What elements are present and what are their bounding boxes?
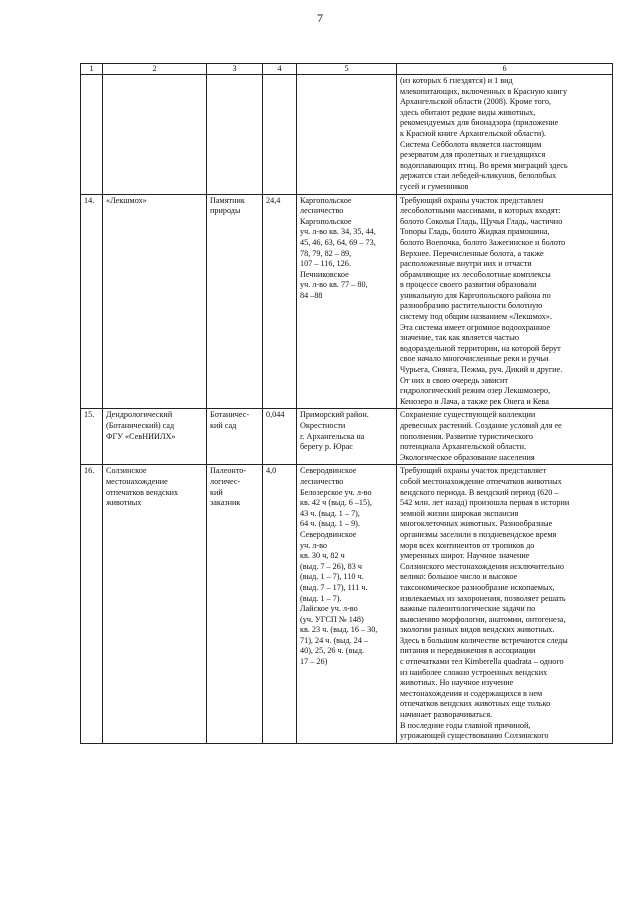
text-line: к Красной книге Архангельской области). [400,128,546,138]
text-line: 84 –88 [300,290,323,300]
text-line: пополнения. Развитие туристического [400,431,534,441]
object-name-cell [103,194,207,409]
text-line: с отпечатками тел Kimberella quadrata – одного [400,657,564,667]
text-line: вендского периода. В вендский период (620 – [400,487,559,497]
text-line: животных. Но научное изучение [400,678,514,688]
text-line: Здесь в большом количестве встречаются следы [400,635,568,645]
text-line: Печниковское [300,269,349,279]
text-line: уч. л-во кв. 34, 35, 44, [300,227,376,237]
text-line: Солзинского местонахождения исключительно [400,561,564,571]
text-line: Каргопольское [300,216,352,226]
row-number-cell [81,75,103,195]
text-line: Лайское уч. л-во [300,604,358,614]
text-line: обрамляющие их лесоболотные комплексы [400,269,551,279]
text-line: организмы заселили в поздневендское время [400,529,557,539]
text-line: заказник [210,498,241,508]
text-line: млекопитающих, включенных в Красную книгу [400,86,568,96]
text-line: Сохранение существующей коллекции [400,410,536,420]
text-line: Топоры Гладь, болото Жидкая прамошина, [400,227,550,237]
text-line: местонахождения и содержащихся в нем [400,688,543,698]
text-line: 542 млн. лет назад) произошла первая в истории [400,498,570,508]
row-number-cell: 16. [81,465,103,743]
text-line: (Ботанический) сад [106,421,175,430]
text-line: Верхнее. Перечисленные болота, а также [400,248,544,258]
text-line: кий [210,487,223,497]
text-line: 45, 46, 63, 64, 69 – 73, [300,237,376,247]
text-line: выяснению морфологии, анатомии, онтогенеза, [400,614,566,624]
text-line: Ботаничес- [210,410,250,420]
category-cell [207,465,263,743]
location-cell [297,75,397,195]
area-cell: 24,4 [263,194,297,409]
text-line: Система Себболота является настоящим [400,139,542,149]
header-cell: 1 [81,64,103,75]
text-line: Требующий охраны участок представлен [400,195,544,205]
text-line: систему под общим названием «Лекшмох». [400,312,552,322]
text-line: Дендрологический [106,410,173,420]
text-line: кий сад [210,421,237,430]
text-line: лесничество [300,206,344,216]
text-line: таксономическое разнообразие ископаемых, [400,582,555,592]
header-row [81,64,613,75]
page-number: 7 [317,11,323,25]
description-cell [397,409,613,465]
area-cell: 0,044 [263,409,297,465]
table-row [81,194,613,409]
text-line: свое начало многочисленные реки и ручьи [400,354,549,364]
text-line: 43 ч. (выд. 1 – 7), [300,508,360,518]
header-cell: 5 [297,64,397,75]
text-line: Палеонто- [210,466,247,476]
text-line: гидрологический режим озер Лекшмозеро, [400,386,551,396]
text-line: экологии разных видов вендских животных. [400,625,555,635]
text-line: Требующий охраны участок представляет [400,466,547,476]
object-name-cell [103,409,207,465]
text-line: (выд. 7 – 17), 111 ч. [300,582,368,592]
header-cell: 6 [397,64,613,75]
table-row [81,75,613,195]
text-line: велико: большое число и высокое [400,572,518,582]
text-line: многоклеточных животных. Разнообразные [400,519,553,529]
text-line: рекомендуемых для бионадзора (приложение [400,118,559,128]
text-line: 107 – 116, 126. [300,259,351,269]
text-line: разнообразию растительности болотную [400,301,543,311]
text-line: Солзинское [106,466,147,476]
text-line: земной жизни широкая экспансия [400,508,519,518]
description-cell [397,75,613,195]
row-number-cell: 14. [81,194,103,409]
text-line: умеренных широт. Научное значение [400,551,530,561]
text-line: кв. 30 ч, 82 ч [300,551,345,561]
location-cell [297,409,397,465]
text-line: начинает разворачиваться. [400,710,493,720]
text-line: Памятник [210,195,245,205]
text-line: Северодвинское [300,529,357,539]
description-cell [397,465,613,743]
header-cell: 4 [263,64,297,75]
text-line: Окрестности [300,421,346,430]
table-row [81,409,613,465]
text-line: В последние годы главной причиной, [400,720,531,730]
text-line: важные палеонтологические задачи по [400,604,536,614]
text-line: из наиболее сложно устроенных вендских [400,667,548,677]
text-line: моря всех континентов от тропиков до [400,540,535,550]
text-line: водоплавающих птиц. Во время миграций здесь [400,160,568,170]
text-line: местонахождение [106,476,168,486]
text-line: Эта система имеет огромное водоохранное [400,322,551,332]
text-line: (выд. 7 – 26), 83 ч [300,561,362,571]
area-cell: 4,0 [263,465,297,743]
location-cell [297,194,397,409]
table-row [81,465,613,743]
text-line: держатся стаи лебедей-кликунов, белолобых [400,171,557,181]
text-line: гусей и гуменников [400,181,469,191]
text-line: (выд. 1 – 7), 110 ч. [300,572,364,582]
category-cell [207,409,263,465]
text-line: Приморский район. [300,410,369,420]
text-line: здесь обитают редкие виды животных, [400,107,536,117]
text-line: 78, 79, 82 – 89, [300,248,352,258]
text-line: водораздельной территории, на которой берут [400,343,561,353]
description-cell [397,194,613,409]
text-line: питания и передвижения в ассоциации [400,646,536,656]
protected-areas-table [80,63,613,744]
text-line: лесничество [300,476,344,486]
text-line: в процессе своего развития образовали [400,280,537,290]
text-line: Северодвинское [300,466,357,476]
row-number-cell: 15. [81,409,103,465]
text-line: г. Архангельска на [300,431,365,441]
text-line: логичес- [210,476,241,486]
text-line: природы [210,206,241,216]
category-cell [207,75,263,195]
text-line: 40), 25, 26 ч. (выд. [300,646,365,656]
text-line: кв. 42 ч (выд. 6 –15), [300,498,372,508]
text-line: отпечатков вендских животных еще только [400,699,551,709]
text-line: значение, так как является частью [400,333,519,343]
text-line: (уч. УГСП № 148) [300,614,364,624]
header-cell: 2 [103,64,207,75]
text-line: Кенозеро и Лача, а также рек Онега и Кева [400,396,550,406]
text-line: животных [106,498,142,508]
category-cell [207,194,263,409]
text-line: лесоболотными массивами, в которых входят: [400,206,561,216]
text-line: уч. л-во кв. 77 – 80, [300,280,368,290]
text-line: болото Соколья Гладь, Щучья Гладь, частично [400,216,563,226]
text-line: угрожающей существованию Солзинского [400,731,549,741]
text-line: кв. 23 ч. (выд. 16 – 30, [300,625,378,635]
text-line: отпечатков вендских [106,487,179,497]
text-line: ФГУ «СевНИИЛХ» [106,431,176,441]
text-line: уникальную для Каргопольского района по [400,290,551,300]
text-line: Чурьега, Сиянга, Пежма, руч. Дикий и другие. [400,365,563,375]
text-line: Экологическое образование населения [400,452,535,462]
text-line: извлекаемых из захоронения, позволяет решать [400,593,566,603]
text-line: древесных растений. Создание условий для ее [400,421,562,430]
area-cell [263,75,297,195]
text-line: болото Воепочка, болото Зажегинское и болото [400,237,566,247]
text-line: собой местонахождение отпечатков животных [400,476,562,486]
header-cell: 3 [207,64,263,75]
text-line: «Лекшмох» [106,195,147,205]
text-line: 64 ч. (выд. 1 – 9). [300,519,360,529]
text-line: берегу р. Юрас [300,442,353,452]
text-line: расположенные внутри них и отчасти [400,259,532,269]
text-line: Архангельской области (2008). Кроме того, [400,97,551,107]
text-line: От них в свою очередь зависит [400,375,508,385]
object-name-cell [103,75,207,195]
text-line: потенциала Архангельской области. [400,442,527,452]
text-line: уч. л-во [300,540,328,550]
location-cell [297,465,397,743]
text-line: Белозерское уч. л-во [300,487,372,497]
text-line: (выд. 1 – 7). [300,593,342,603]
text-line: 17 – 26) [300,657,328,667]
object-name-cell [103,465,207,743]
text-line: Каргопольское [300,195,352,205]
text-line: резерватом для пролетных и гнездящихся [400,150,546,160]
text-line: 71), 24 ч. (выд. 24 – [300,635,369,645]
text-line: (из которых 6 гнездятся) и 1 вид [400,76,513,85]
